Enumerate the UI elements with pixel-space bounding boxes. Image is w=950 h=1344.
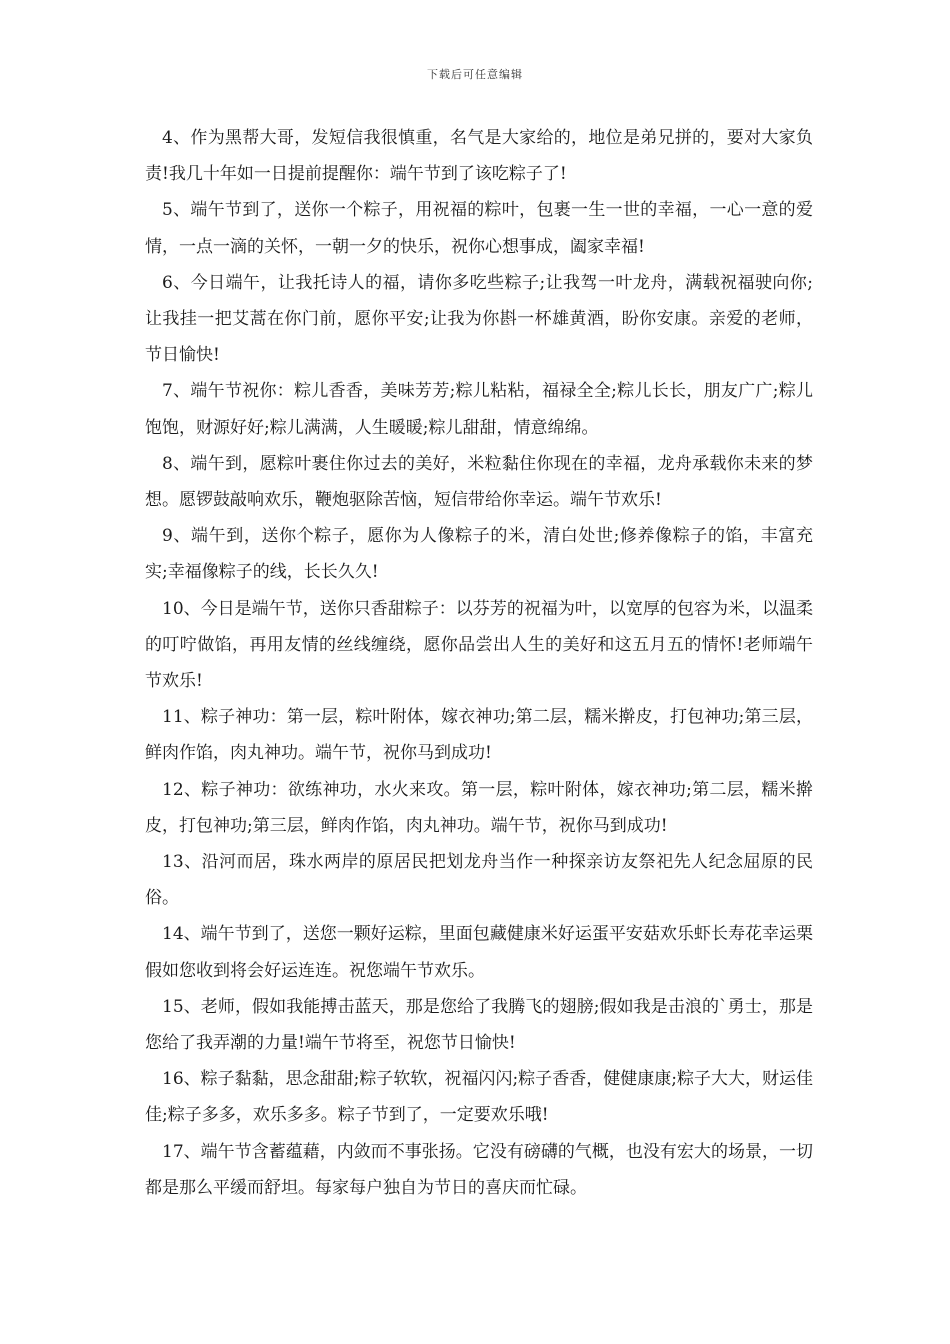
- paragraph-6: 6、今日端午，让我托诗人的福，请你多吃些粽子;让我驾一叶龙舟，满载祝福驶向你;让我挂一把艾蒿在你门前，愿你平安;让我为你斟一杯雄黄酒，盼你安康。亲爱的老师，节日愉快!: [145, 272, 813, 366]
- paragraph-13: 13、沿河而居，珠水两岸的原居民把划龙舟当作一种探亲访友祭祀先人纪念屈原的民俗。: [145, 852, 813, 909]
- paragraph-15: 15、老师，假如我能搏击蓝天，那是您给了我腾飞的翅膀;假如我是击浪的`勇士，那是您给了我弄潮的力量!端午节将至，祝您节日愉快!: [145, 996, 813, 1054]
- paragraph-10: 10、今日是端午节，送你只香甜粽子：以芬芳的祝福为叶，以宽厚的包容为米，以温柔的叮咛做馅，再用友情的丝线缠绕，愿你品尝出人生的美好和这五月五的情怀!老师端午节欢乐!: [145, 598, 813, 692]
- paragraph-11: 11、粽子神功：第一层，粽叶附体，嫁衣神功;第二层，糯米擀皮，打包神功;第三层，鲜肉作馅，肉丸神功。端午节，祝你马到成功!: [145, 707, 813, 764]
- paragraph-9: 9、端午到，送你个粽子，愿你为人像粽子的米，清白处世;修养像粽子的馅，丰富充实;幸福像粽子的线，长长久久!: [145, 526, 813, 583]
- paragraph-14: 14、端午节到了，送您一颗好运粽，里面包藏健康米好运蛋平安菇欢乐虾长寿花幸运栗假如您收到将会好运连连。祝您端午节欢乐。: [145, 924, 813, 981]
- paragraph-4: 4、作为黑帮大哥，发短信我很慎重，名气是大家给的，地位是弟兄拼的，要对大家负责!我几十年如一日提前提醒你：端午节到了该吃粽子了!: [145, 128, 813, 185]
- document-body: [145, 120, 813, 1206]
- paragraph-12: 12、粽子神功：欲练神功，水火来攻。第一层，粽叶附体，嫁衣神功;第二层，糯米擀皮，打包神功;第三层，鲜肉作馅，肉丸神功。端午节，祝你马到成功!: [145, 779, 813, 836]
- paragraph-7: 7、端午节祝你：粽儿香香，美味芳芳;粽儿粘粘，福禄全全;粽儿长长，朋友广广;粽儿饱饱，财源好好;粽儿满满，人生暖暖;粽儿甜甜，情意绵绵。: [145, 381, 813, 438]
- paragraph-5: 5、端午节到了，送你一个粽子，用祝福的粽叶，包裹一生一世的幸福，一心一意的爱情，一点一滴的关怀，一朝一夕的快乐，祝你心想事成，阖家幸福!: [145, 200, 813, 257]
- paragraph-17: 17、端午节含蓄蕴藉，内敛而不事张扬。它没有磅礴的气概，也没有宏大的场景，一切都是那么平缓而舒坦。每家每户独自为节日的喜庆而忙碌。: [145, 1141, 813, 1198]
- page-header: 下载后可任意编辑: [427, 68, 523, 81]
- paragraph-8: 8、端午到，愿粽叶裹住你过去的美好，米粒黏住你现在的幸福，龙舟承载你未来的梦想。愿锣鼓敲响欢乐，鞭炮驱除苦恼，短信带给你幸运。端午节欢乐!: [145, 453, 813, 511]
- paragraph-16: 16、粽子黏黏，思念甜甜;粽子软软，祝福闪闪;粽子香香，健健康康;粽子大大，财运佳佳;粽子多多，欢乐多多。粽子节到了，一定要欢乐哦!: [145, 1069, 813, 1126]
